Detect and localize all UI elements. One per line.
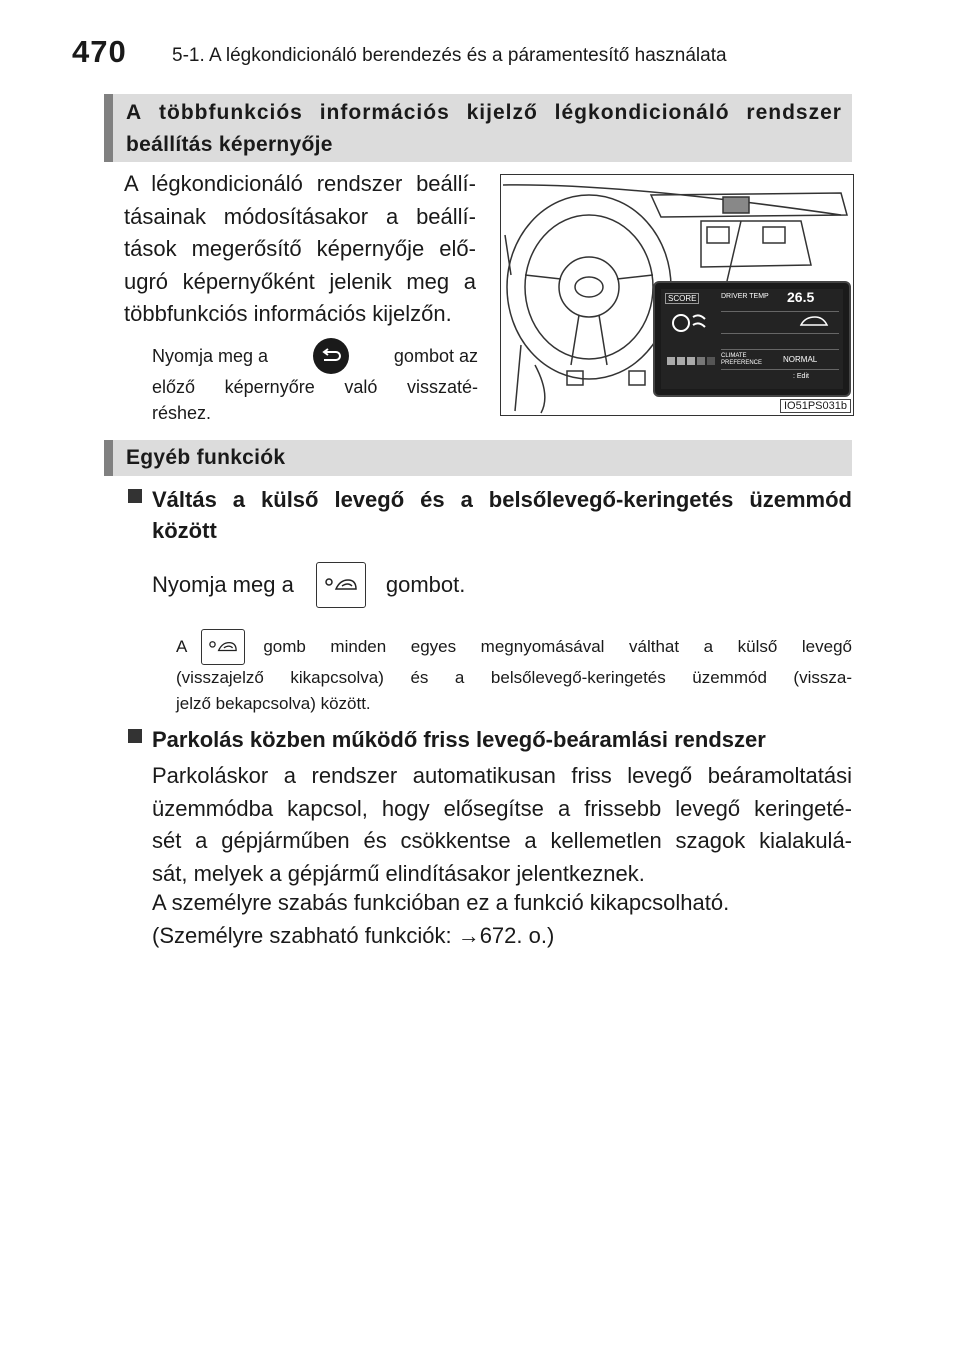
- press-instruction: [152, 562, 465, 608]
- climate-preference-label: CLIMATE PREFERENCE: [721, 353, 763, 366]
- bullet-heading-parking-fresh-air: [128, 724, 852, 755]
- para-line: tásainak módosításakor a beállí-: [124, 203, 476, 229]
- title-word: információs: [319, 101, 450, 124]
- edit-label: : Edit: [793, 373, 809, 380]
- screen-divider: [721, 349, 839, 350]
- para-line: A légkondicionáló rendszer beállí-: [124, 171, 476, 196]
- page-number: 470: [72, 34, 127, 69]
- note-text: Nyomja meg a: [152, 346, 269, 366]
- recirculation-button-icon: [316, 562, 366, 608]
- para-line: többfunkciós információs kijelzőn.: [124, 301, 452, 326]
- title-word: kijelző: [466, 101, 538, 124]
- title-word: többfunkciós: [159, 101, 303, 124]
- fan-speed-bars-icon: [667, 355, 727, 367]
- recirculation-note: [176, 629, 852, 717]
- note-line: jelző bekapcsolva) között.: [176, 694, 371, 713]
- press-text: Nyomja meg a: [152, 572, 294, 597]
- para-line: Parkoláskor a rendszer automatikusan friss levegő beáramoltatási: [152, 763, 852, 788]
- para-line: (Személyre szabható funkciók: →672. o.): [152, 922, 555, 948]
- para-line: sát, melyek a gépjármű elindításakor jelentkeznek.: [152, 860, 645, 886]
- note-line: (visszajelző kikapcsolva) és a belsőlevegő-keringetés üzemmód (vissza-: [176, 668, 852, 687]
- note-text: gomb minden egyes megnyomásával válthat a külső levegő: [263, 637, 852, 656]
- driver-temp-label: DRIVER TEMP: [721, 293, 769, 300]
- dashboard-figure: [500, 174, 854, 416]
- score-label: SCORE: [665, 293, 699, 304]
- section-title-line1: [126, 97, 842, 129]
- parking-paragraph: [152, 760, 852, 890]
- figure-code: IO51PS031b: [780, 399, 851, 413]
- back-button-icon: [313, 338, 349, 374]
- screen-divider: [721, 369, 839, 370]
- temperature-value: 26.5: [787, 289, 815, 305]
- press-text: gombot.: [385, 572, 466, 597]
- normal-label: NORMAL: [783, 355, 818, 364]
- note-line: [152, 338, 478, 374]
- section-header-display-settings: [104, 94, 852, 162]
- note-line: réshez.: [152, 403, 212, 423]
- car-icon: [799, 315, 829, 329]
- note-line: [176, 629, 852, 665]
- note-line: előző képernyőre való visszaté-: [152, 377, 478, 397]
- bullet-heading-line: Váltás a külső levegő és a belsőlevegő-keringetés üzemmód: [152, 487, 852, 512]
- bullet-heading-line: Parkolás közben működő friss levegő-beáramlási rendszer: [152, 727, 766, 752]
- section1-note: [152, 338, 478, 426]
- bullet-heading-line: között: [152, 518, 217, 543]
- customization-paragraph: [152, 887, 852, 952]
- bullet-square-icon: [128, 489, 142, 503]
- bullet-square-icon: [128, 729, 142, 743]
- fan-icon: [669, 307, 709, 341]
- section-header-other-functions: Egyéb funkciók: [104, 440, 852, 476]
- para-line: sét a gépjárműben és csökkentse a kellemetlen szagok kialakulá-: [152, 828, 852, 853]
- para-line: ugró képernyőként jelenik meg a: [124, 268, 476, 294]
- title-word: rendszer: [746, 101, 842, 124]
- title-word: A: [126, 101, 143, 124]
- para-line: üzemmódba kapcsol, hogy elősegítse a frissebb levegő keringeté-: [152, 795, 852, 821]
- screen-divider: [721, 333, 839, 334]
- para-line: A személyre szabás funkcióban ez a funkció kikapcsolható.: [152, 890, 730, 915]
- note-text: gombot az: [393, 346, 478, 366]
- multi-information-display: [653, 281, 851, 397]
- screen-divider: [721, 311, 839, 312]
- title-word: légkondicionáló: [554, 101, 730, 124]
- running-title: 5-1. A légkondicionáló berendezés és a páramentesítő használata: [172, 45, 727, 66]
- display-screen: [661, 289, 843, 389]
- bullet-heading-recirculation: [128, 484, 852, 546]
- note-text: A: [176, 637, 188, 656]
- para-line: tások megerősítő képernyője elő-: [124, 236, 476, 261]
- recirculation-button-icon: [201, 629, 245, 665]
- section1-paragraph: [124, 168, 476, 331]
- section-title-line2: beállítás képernyője: [126, 133, 333, 156]
